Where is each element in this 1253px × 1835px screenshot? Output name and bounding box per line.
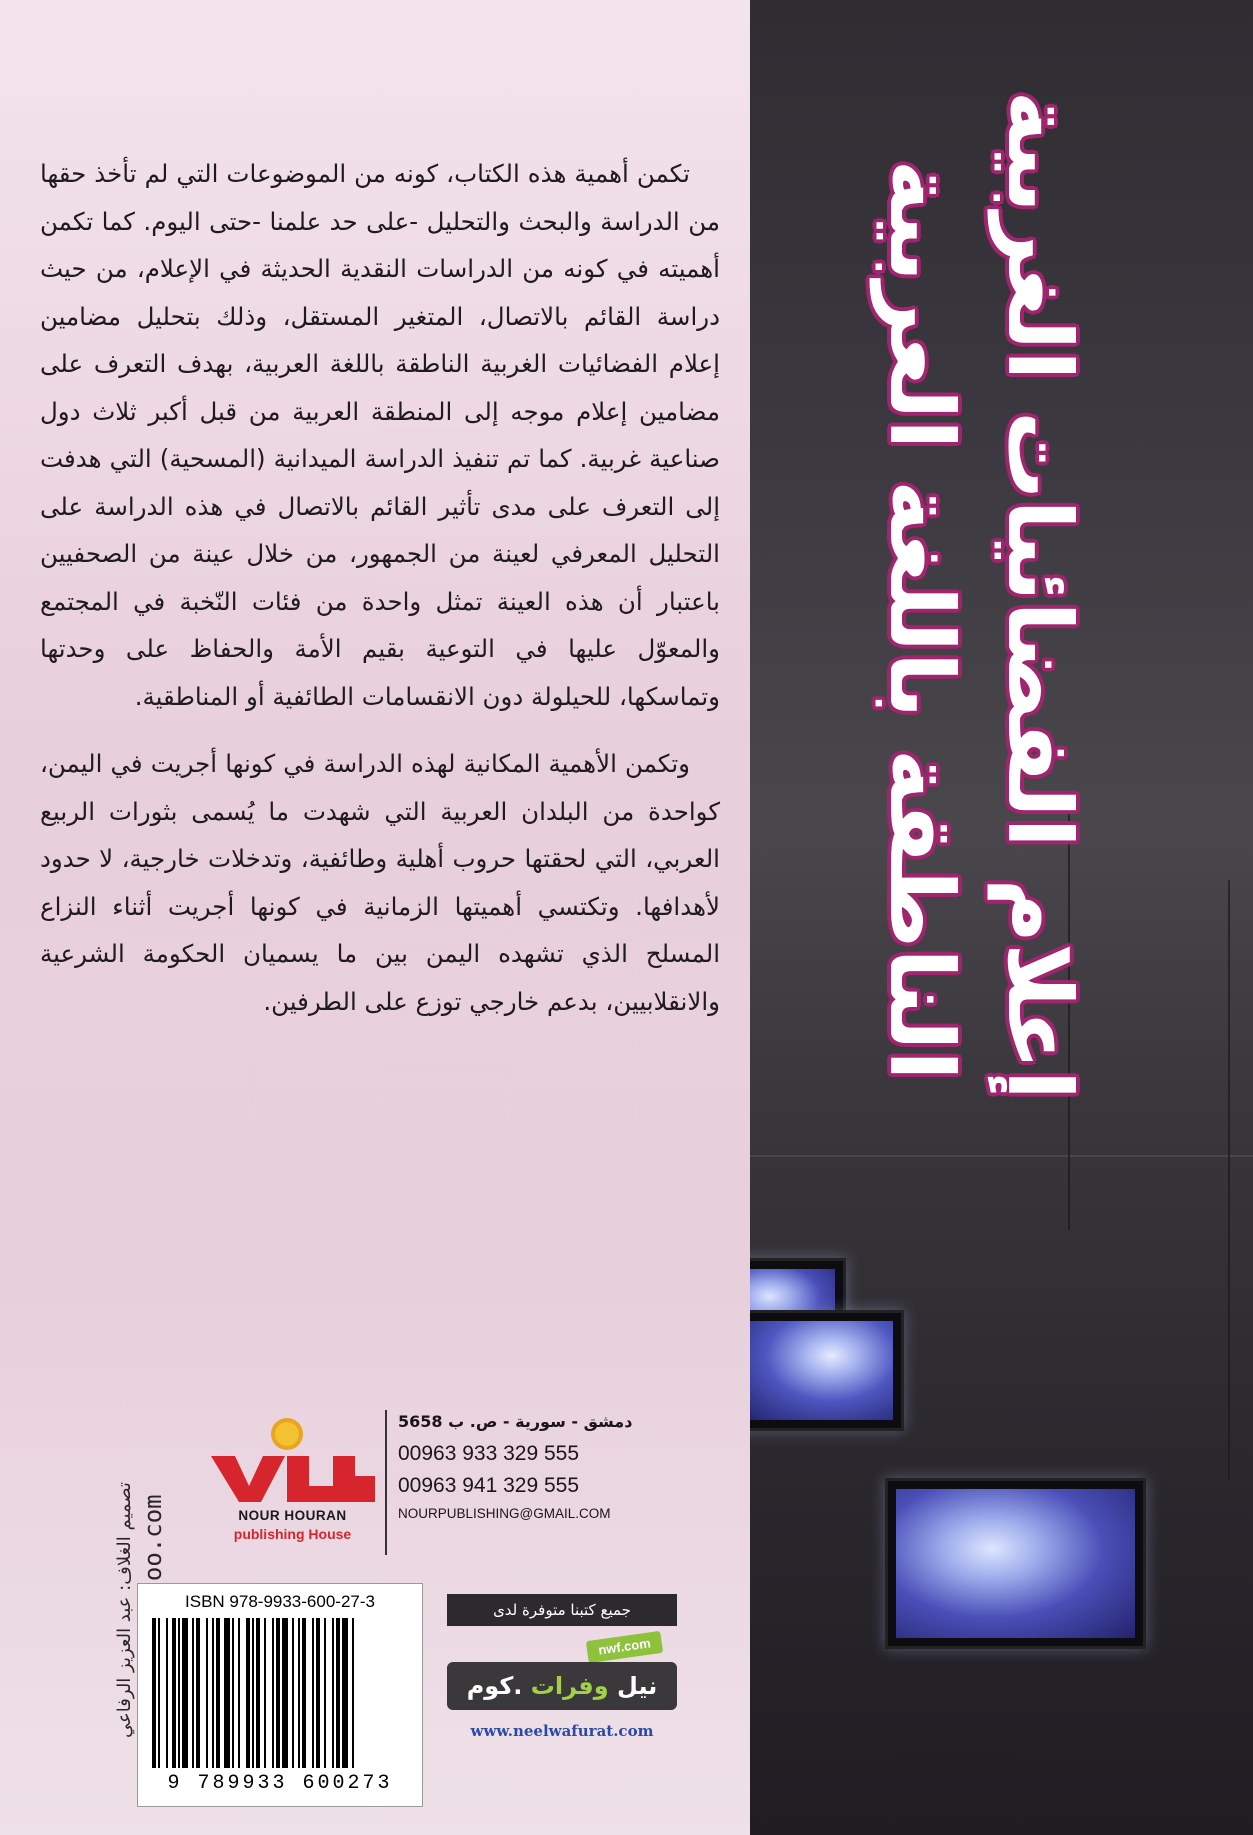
tv-monitor-near	[885, 1478, 1146, 1649]
sun-icon	[275, 1422, 299, 1446]
publisher-name: NOUR HOURAN	[238, 1508, 347, 1523]
tv-monitor-mid	[750, 1310, 904, 1431]
store-tag: nwf.com	[586, 1631, 663, 1663]
tv-cable	[1228, 880, 1230, 1480]
isbn-barcode	[137, 1583, 423, 1807]
barcode-bars	[152, 1618, 408, 1768]
publisher-logo	[205, 1420, 380, 1560]
bookstore-badge	[447, 1594, 677, 1789]
store-logo-c: .كوم	[466, 1672, 523, 1700]
publisher-mark-icon	[205, 1446, 380, 1510]
publisher-phone-1: 00963 933 329 555	[398, 1442, 580, 1465]
contact-divider	[385, 1410, 387, 1555]
blurb-paragraph-1: تكمن أهمية هذه الكتاب، كونه من الموضوعات التي لم تأخذ حقها من الدراسة والبحث والتحليل -على حد علمنا -حتى اليوم. كما تكمن أهميته في كونه من الدراسات النقدية الحديثة في الإعلام، من حيث دراسة القائم بالاتصال، المتغير المستقل، وذلك بتحليل مضامين إعلام الفضائيات الغربية الناطقة باللغة العربية، بهدف التعرف على مضامين إعلام موجه إلى المنطقة العربية من قبل أكبر ثلاث دول صناعية غربية. كما تم تنفيذ الدراسة الميدانية (المسحية) التي هدفت إلى التعرف على مدى تأثير القائم بالاتصال في هذه الدراسة على التحليل المعرفي لعينة من الجمهور، من خلال عينة من الصحفيين باعتبار أن هذه العينة تمثل واحدة من فئات النّخبة في المجتمع والمعوّل عليها في التوعية بقيم الأمة والحفاظ على وحدتها وتماسكها، للحيلولة دون الانقسامات الطائفية أو المناطقية.	[40, 159, 720, 711]
title-line-1: إعلام الفضائيات الغربية	[988, 90, 1091, 1100]
blurb-text	[40, 150, 720, 1025]
barcode-digits: 9 789933 600273	[167, 1772, 393, 1795]
isbn-label: ISBN 978-9933-600-27-3	[185, 1592, 375, 1611]
title-line-2: الناطقة باللغة العربية	[870, 159, 973, 1081]
blurb-paragraph-2: وتكمن الأهمية المكانية لهذه الدراسة في كونها أجريت في اليمن، كواحدة من البلدان العربية التي شهدت ما يُسمى بثورات الربيع العربي، التي لحقتها حروب أهلية وطائفية، وتدخلات خارجية، لا حدود لأهدافها. وتكتسي أهميتها الزمانية في كونها أجريت أثناء النزاع المسلح الذي تشهده اليمن بين ما يسميان الحكومة الشرعية والانقلابيين، بدعم خارجي توزع على الطرفين.	[40, 749, 720, 1016]
publisher-contact	[398, 1412, 658, 1521]
publisher-email: NOURPUBLISHING@GMAIL.COM	[398, 1506, 611, 1521]
publisher-subtitle: publishing House	[233, 1526, 352, 1542]
publisher-phone-2: 00963 941 329 555	[398, 1474, 580, 1497]
store-logo-b: وفرات	[530, 1672, 609, 1700]
publisher-address: دمشق - سورية - ص. ب 5658	[398, 1412, 633, 1431]
store-logo	[447, 1662, 677, 1710]
store-logo-a: نيل	[617, 1672, 658, 1700]
book-title	[790, 90, 1170, 1100]
designer-credit: تصميم الغلاف: عبد العزيز الرفاعي	[114, 1482, 135, 1738]
store-url: www.neelwafurat.com	[470, 1722, 654, 1740]
floor-line	[750, 1155, 1253, 1157]
store-header: جميع كتبنا متوفرة لدى	[447, 1594, 677, 1626]
